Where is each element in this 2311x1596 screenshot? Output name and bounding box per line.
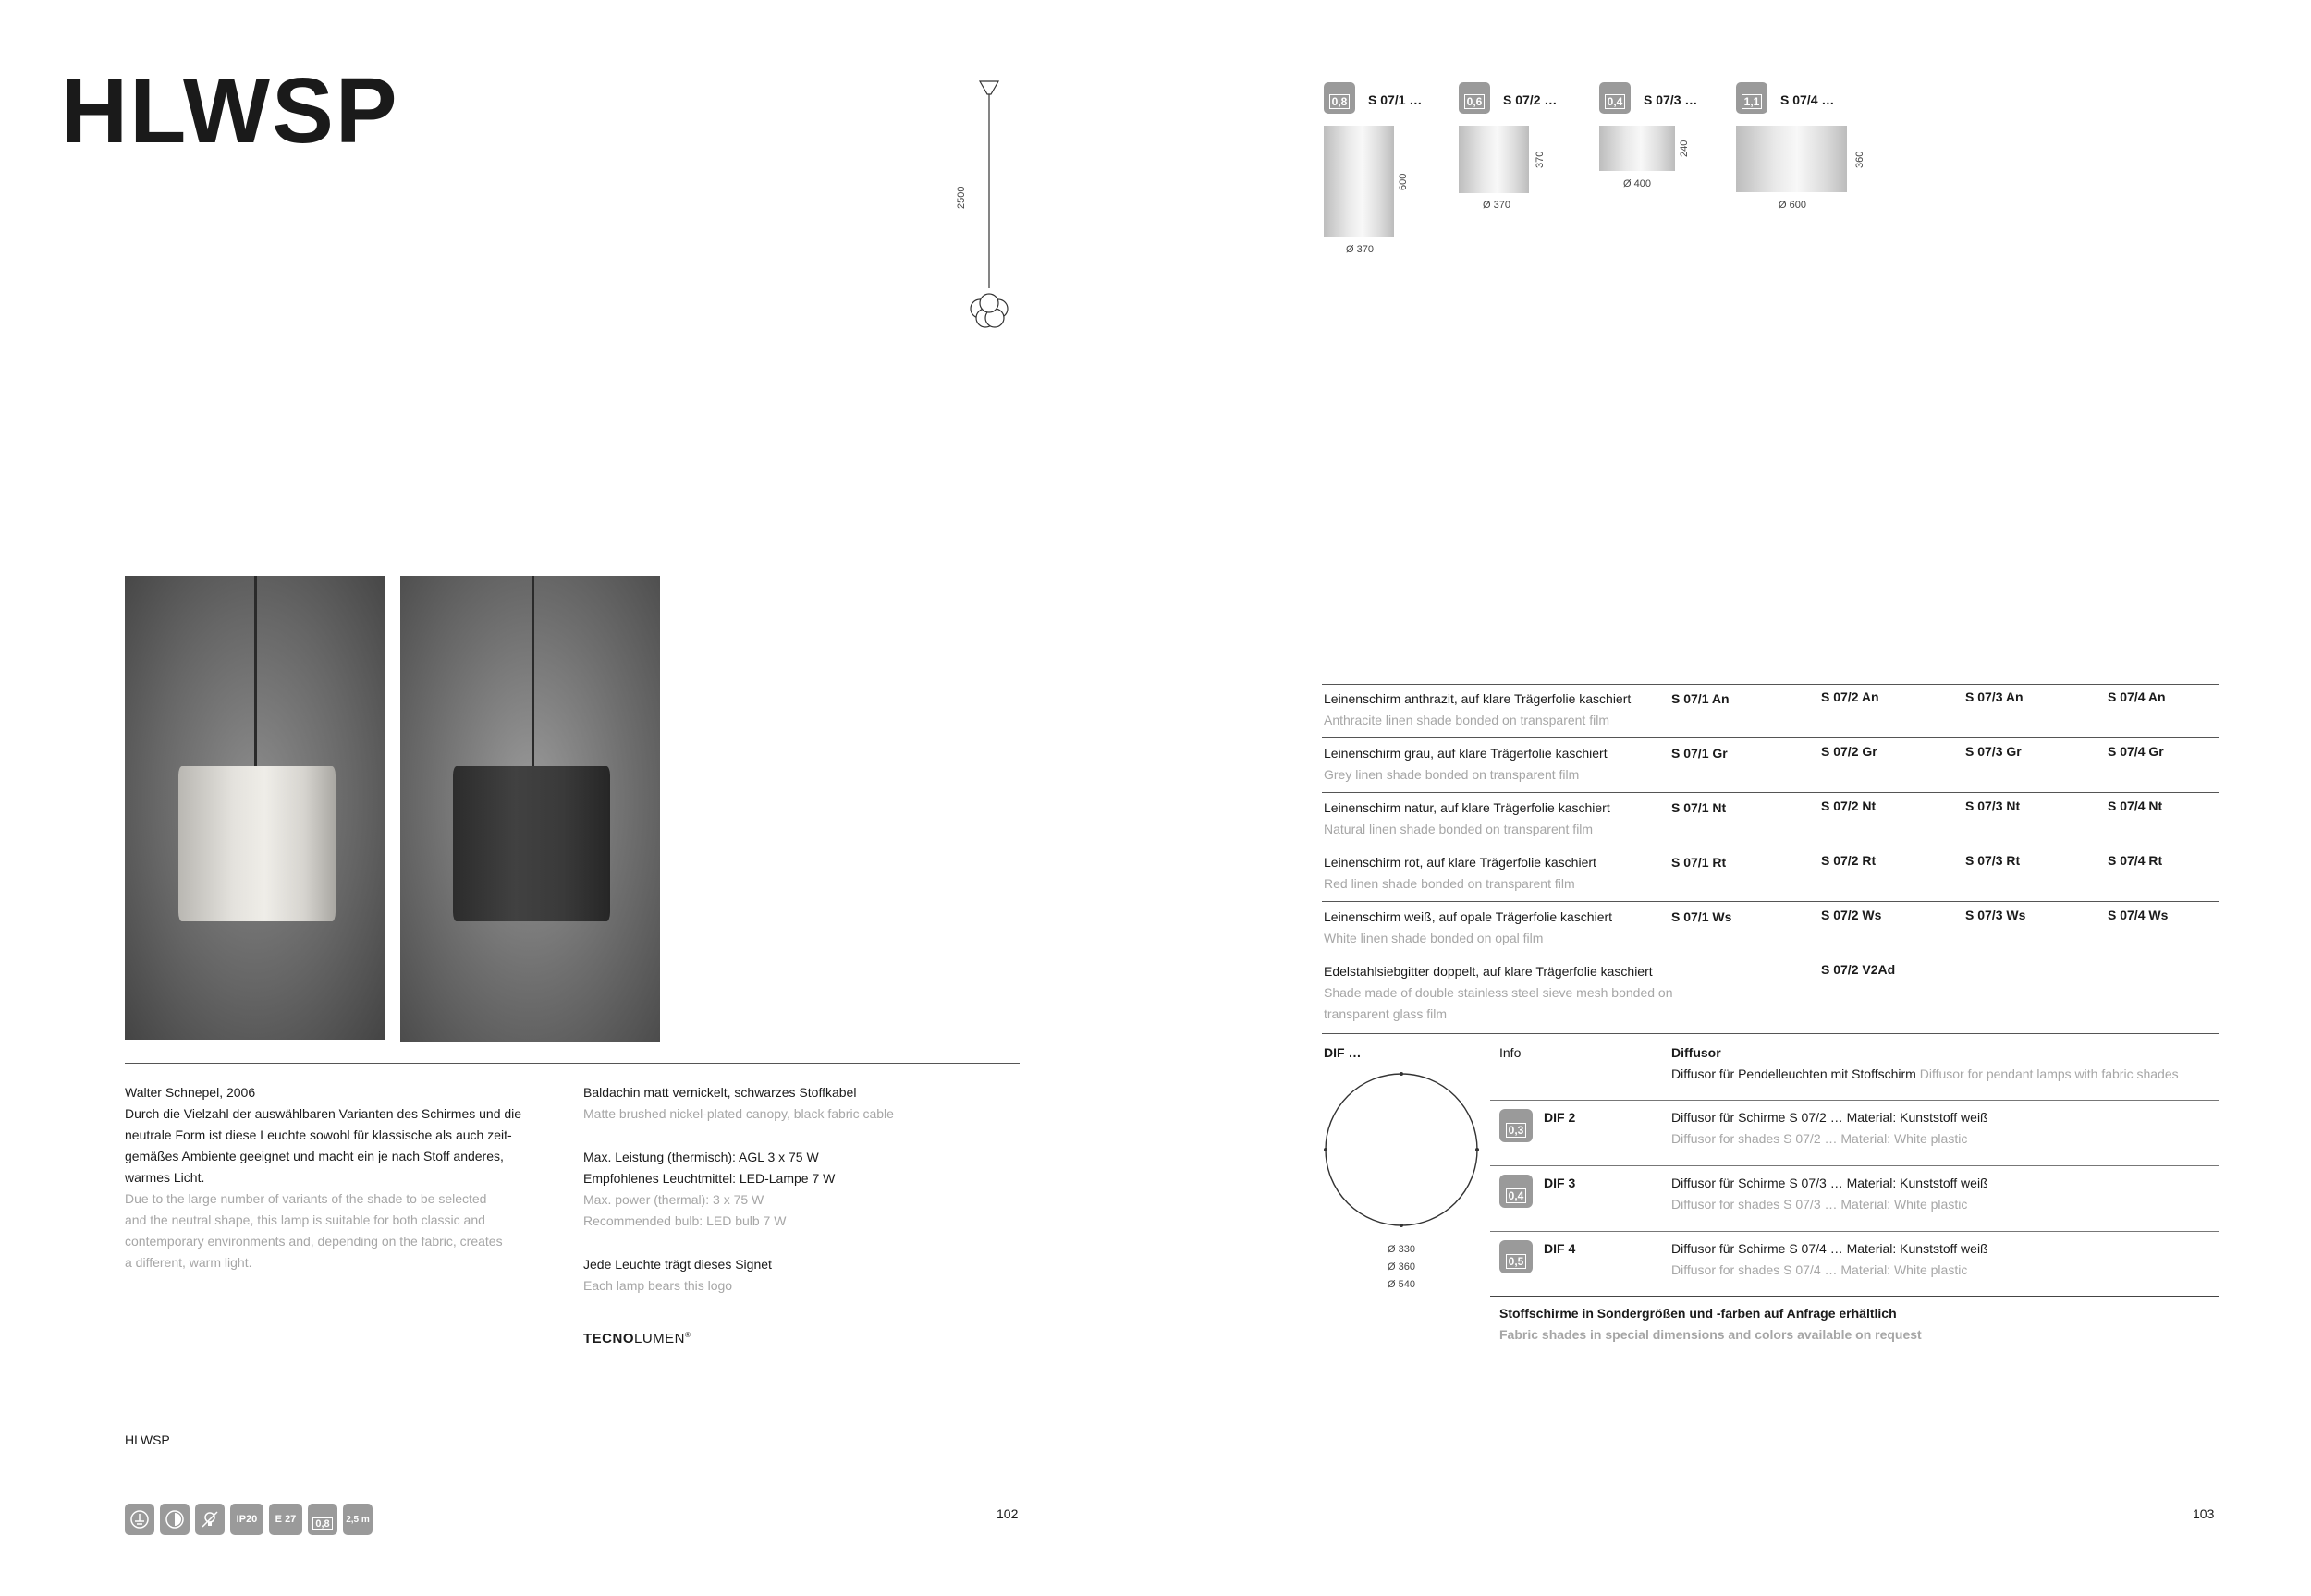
variant-code: S 07/2 An <box>1821 689 1879 704</box>
diffusor-drawing <box>1322 1070 1481 1229</box>
brand-logo: TECNOLUMEN® <box>583 1331 691 1346</box>
drawing-height-label: 2500 <box>956 186 967 209</box>
special-note-en: Fabric shades in special dimensions and colors available on request <box>1499 1327 1922 1342</box>
diffusor-item-en: Diffusor for shades S 07/2 … Material: White plastic <box>1671 1131 1968 1146</box>
page-number-left: 102 <box>997 1506 1019 1521</box>
row-rule <box>1322 792 2219 793</box>
shade-diameter: Ø 400 <box>1623 178 1651 189</box>
feature-icons <box>125 1504 373 1535</box>
divider <box>125 1063 1020 1064</box>
description-en-4: a different, warm light. <box>125 1255 252 1270</box>
variant-code: S 07/1 Nt <box>1671 800 1727 815</box>
variant-de: Leinenschirm anthrazit, auf klare Trägerfolie kaschiert <box>1324 691 1632 706</box>
steel-en-1: Shade made of double stainless steel sieve mesh bonded on <box>1324 985 1673 1000</box>
steel-en-2: transparent glass film <box>1324 1006 1448 1021</box>
shade-s07-4 <box>1736 126 1847 192</box>
shade-code: S 07/4 … <box>1780 92 1835 107</box>
description-de-1: Durch die Vielzahl der auswählbaren Varianten des Schirmes und die <box>125 1106 522 1121</box>
author-line: Walter Schnepel, 2006 <box>125 1085 256 1100</box>
shade-diameter: Ø 600 <box>1779 200 1806 211</box>
special-note-de: Stoffschirme in Sondergrößen und -farben auf Anfrage erhältlich <box>1499 1306 1897 1321</box>
diffusor-item-de: Diffusor für Schirme S 07/3 … Material: Kunststoff weiß <box>1671 1176 1988 1190</box>
shade-s07-2 <box>1459 126 1529 193</box>
page-number-right: 103 <box>2193 1506 2215 1521</box>
diffusor-code: DIF 4 <box>1544 1241 1576 1256</box>
diffusor-item-en: Diffusor for shades S 07/3 … Material: White plastic <box>1671 1197 1968 1212</box>
shade-code: S 07/2 … <box>1503 92 1558 107</box>
variant-en: White linen shade bonded on opal film <box>1324 931 1544 945</box>
bulb-en: Recommended bulb: LED bulb 7 W <box>583 1213 787 1228</box>
variant-en: Grey linen shade bonded on transparent film <box>1324 767 1580 782</box>
ip-rating-badge: IP20 <box>230 1504 263 1535</box>
description-de-3: gemäßes Ambiente geeignet und macht ein je nach Stoff anderes, <box>125 1149 504 1163</box>
variant-en: Natural linen shade bonded on transparent film <box>1324 822 1594 836</box>
diffusor-rule <box>1490 1296 2219 1297</box>
variant-code: S 07/1 Rt <box>1671 855 1727 870</box>
diffusor-dim: Ø 540 <box>1388 1279 1415 1290</box>
footer-product-name: HLWSP <box>125 1432 170 1447</box>
diffusor-item-de: Diffusor für Schirme S 07/4 … Material: Kunststoff weiß <box>1671 1241 1988 1256</box>
bulb-de: Empfohlenes Leuchtmittel: LED-Lampe 7 W <box>583 1171 836 1186</box>
shade-height: 600 <box>1398 173 1409 190</box>
variant-code: S 07/4 Nt <box>2108 798 2163 813</box>
shade-s07-3 <box>1599 126 1675 171</box>
canopy-de: Baldachin matt vernickelt, schwarzes Stoffkabel <box>583 1085 857 1100</box>
logo-note-en: Each lamp bears this logo <box>583 1278 733 1293</box>
description-en-3: contemporary environments and, depending on the fabric, creates <box>125 1234 503 1249</box>
weight-badge: 0,5 <box>1499 1240 1533 1273</box>
diffusor-desc: Diffusor für Pendelleuchten mit Stoffschirm Diffusor for pendant lamps with fabric shades <box>1671 1066 2179 1081</box>
description-en-2: and the neutral shape, this lamp is suitable for both classic and <box>125 1212 485 1227</box>
diffusor-heading: Diffusor <box>1671 1045 1721 1060</box>
shade-height: 360 <box>1854 151 1865 168</box>
diffusor-label: DIF … <box>1324 1045 1362 1060</box>
variant-code: S 07/3 Gr <box>1965 744 2022 759</box>
photo-grey-shade <box>125 576 385 1040</box>
variant-code: S 07/1 Ws <box>1671 909 1732 924</box>
row-rule <box>1322 901 2219 902</box>
no-bulb-icon <box>195 1504 225 1535</box>
variant-code: S 07/3 An <box>1965 689 2024 704</box>
diffusor-dim: Ø 330 <box>1388 1244 1415 1255</box>
weight-badge: 0,6 <box>1459 82 1490 114</box>
variant-code: S 07/2 Nt <box>1821 798 1877 813</box>
diffusor-rule <box>1490 1231 2219 1232</box>
diffusor-info: Info <box>1499 1045 1522 1060</box>
protection-class-icon <box>125 1504 154 1535</box>
variant-code: S 07/1 An <box>1671 691 1730 706</box>
diffusor-item-en: Diffusor for shades S 07/4 … Material: White plastic <box>1671 1262 1968 1277</box>
variant-code: S 07/3 Nt <box>1965 798 2021 813</box>
variant-code: S 07/4 Gr <box>2108 744 2164 759</box>
bulb-cluster <box>971 294 1008 327</box>
variant-code: S 07/3 Ws <box>1965 908 2026 922</box>
variant-de: Leinenschirm weiß, auf opale Trägerfolie kaschiert <box>1324 909 1613 924</box>
weight-badge: 0,4 <box>1599 82 1631 114</box>
variant-code: S 07/2 Rt <box>1821 853 1877 868</box>
logo-note-de: Jede Leuchte trägt dieses Signet <box>583 1257 772 1272</box>
weight-badge: 1,1 <box>1736 82 1767 114</box>
power-en: Max. power (thermal): 3 x 75 W <box>583 1192 764 1207</box>
diffusor-code: DIF 2 <box>1544 1110 1576 1125</box>
description-block <box>125 1082 569 1273</box>
weight-badge: 0,8 <box>308 1504 337 1535</box>
variant-de: Leinenschirm rot, auf klare Trägerfolie kaschiert <box>1324 855 1596 870</box>
description-de-4: warmes Licht. <box>125 1170 205 1185</box>
dimmable-icon <box>160 1504 190 1535</box>
power-de: Max. Leistung (thermisch): AGL 3 x 75 W <box>583 1150 819 1164</box>
row-rule <box>1322 737 2219 738</box>
weight-badge: 0,3 <box>1499 1109 1533 1142</box>
weight-badge: 0,4 <box>1499 1175 1533 1208</box>
specs-block <box>583 1082 1009 1297</box>
variant-de: Leinenschirm natur, auf klare Trägerfolie kaschiert <box>1324 800 1610 815</box>
shade-s07-1 <box>1324 126 1394 237</box>
shade-code: S 07/3 … <box>1644 92 1698 107</box>
diffusor-dim: Ø 360 <box>1388 1261 1415 1273</box>
diffusor-code: DIF 3 <box>1544 1176 1576 1190</box>
steel-de: Edelstahlsiebgitter doppelt, auf klare Trägerfolie kaschiert <box>1324 964 1653 979</box>
page-title: HLWSP <box>61 59 399 163</box>
diffusor-rule <box>1490 1100 2219 1101</box>
cable-length-badge: 2,5 m <box>343 1504 373 1535</box>
variant-code: S 07/4 Rt <box>2108 853 2163 868</box>
variant-code: S 07/2 Ws <box>1821 908 1882 922</box>
variant-code: S 07/2 Gr <box>1821 744 1877 759</box>
shade-diameter: Ø 370 <box>1346 244 1374 255</box>
table-top-rule <box>1322 684 2219 685</box>
description-de-2: neutrale Form ist diese Leuchte sowohl für klassische als auch zeit- <box>125 1127 512 1142</box>
variant-code: S 07/1 Gr <box>1671 746 1728 761</box>
steel-code: S 07/2 V2Ad <box>1821 962 1896 977</box>
weight-badge: 0,8 <box>1324 82 1355 114</box>
canopy-en: Matte brushed nickel-plated canopy, black fabric cable <box>583 1106 894 1121</box>
diffusor-item-de: Diffusor für Schirme S 07/2 … Material: Kunststoff weiß <box>1671 1110 1988 1125</box>
photo-anthracite-shade <box>400 576 660 1042</box>
diffusor-rule <box>1490 1165 2219 1166</box>
socket-badge: E 27 <box>269 1504 302 1535</box>
variant-en: Anthracite linen shade bonded on transparent film <box>1324 713 1609 727</box>
pendant-drawing <box>961 76 1026 335</box>
variant-code: S 07/3 Rt <box>1965 853 2021 868</box>
variant-code: S 07/4 An <box>2108 689 2166 704</box>
description-en-1: Due to the large number of variants of the shade to be selected <box>125 1191 487 1206</box>
shade-height: 240 <box>1679 140 1690 157</box>
shade-diameter: Ø 370 <box>1483 200 1510 211</box>
canopy-outline <box>980 81 998 94</box>
variant-en: Red linen shade bonded on transparent film <box>1324 876 1575 891</box>
variant-code: S 07/4 Ws <box>2108 908 2169 922</box>
shade-code: S 07/1 … <box>1368 92 1423 107</box>
row-rule <box>1322 1033 2219 1034</box>
variant-de: Leinenschirm grau, auf klare Trägerfolie kaschiert <box>1324 746 1608 761</box>
shade-height: 370 <box>1535 151 1546 168</box>
